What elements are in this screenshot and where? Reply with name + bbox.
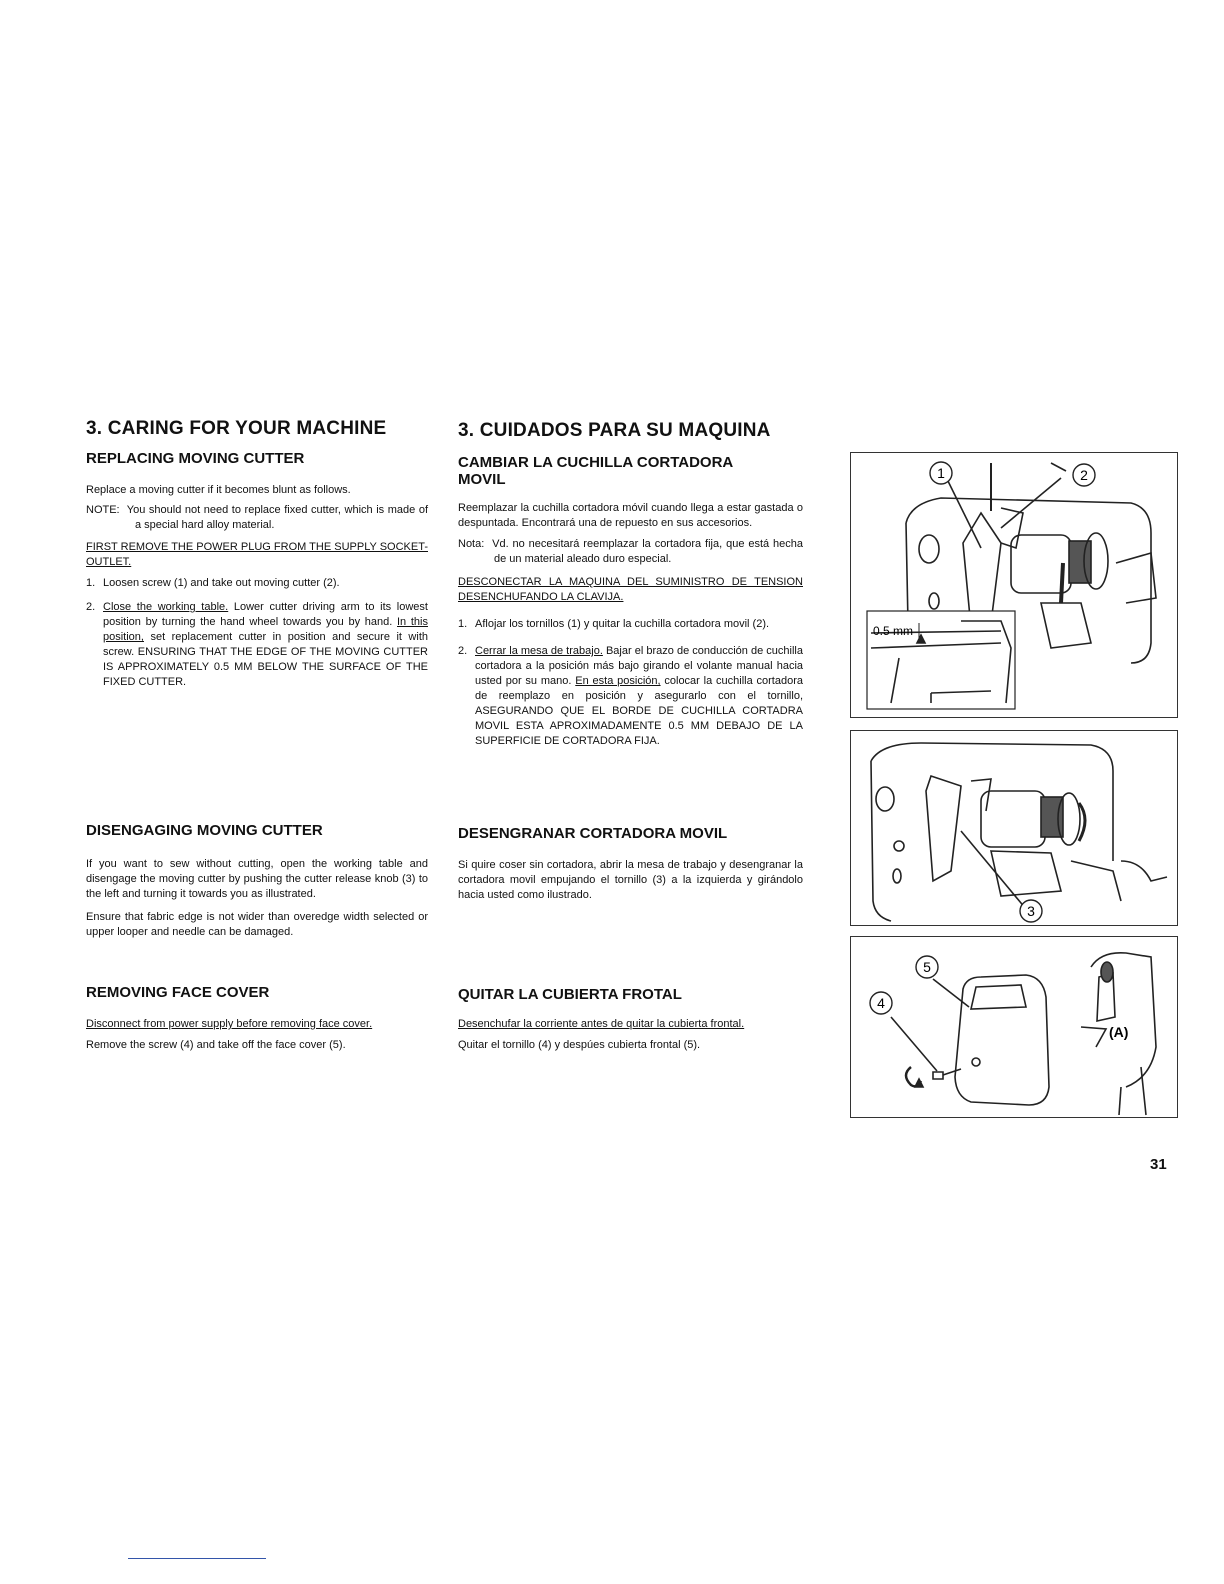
step2-a-en: Lower cutter driving arm to its lowest position by turning the hand wheel towards you by hand. <box>103 601 428 628</box>
disengaging-heading-es: DESENGRANAR CORTADORA MOVIL <box>458 825 728 842</box>
step1-num-es: 1. <box>458 618 468 630</box>
disengaging-p1-en: If you want to sew without cutting, open the working table and disengage the moving cutter by pushing the cutter release knob (3) to the left and turning it towards you as illustrated. <box>86 858 428 900</box>
removing-warning-en: Disconnect from power supply before removing face cover. <box>86 1018 373 1030</box>
removing-warning-es: Desenchufar la corriente antes de quitar la cubierta frontal. <box>458 1018 745 1030</box>
callout-1-label: 1 <box>937 465 945 481</box>
callout-3-label: 3 <box>1027 903 1035 919</box>
figure-disengaging-cutter <box>850 730 1178 926</box>
warning-es: DESCONECTAR LA MAQUINA DEL SUMINISTRO DE TENSION DESENCHUFANDO LA CLAVIJA. <box>458 576 803 603</box>
page-number: 31 <box>1150 1156 1167 1173</box>
step2-b-en: set replacement cutter in position and secure it with screw. ENSURING THAT THE EDGE OF THE MOVING CUTTER IS APPROXIMATELY 0.5 MM BELOW THE SURFACE OF THE FIXED CUTTER. <box>103 631 428 688</box>
measure-label: 0.5 mm <box>873 624 914 638</box>
removing-heading-es: QUITAR LA CUBIERTA FROTAL <box>458 986 682 1003</box>
replacing-section-en <box>86 450 428 690</box>
bottom-divider <box>128 1558 266 1559</box>
callout-4-label: 4 <box>877 995 885 1011</box>
warning-en: FIRST REMOVE THE POWER PLUG FROM THE SUPPLY SOCKET-OUTLET. <box>86 541 428 568</box>
replacing-intro-en: Replace a moving cutter if it becomes blunt as follows. <box>86 484 351 496</box>
nota-label-es: Nota: <box>458 538 485 550</box>
spanish-title: 3. CUIDADOS PARA SU MAQUINA <box>458 420 771 441</box>
replacing-section-es <box>458 454 803 749</box>
removing-section-es <box>458 986 803 1053</box>
removing-section-en <box>86 984 428 1053</box>
disengaging-p2-en: Ensure that fabric edge is not wider than overedge width selected or upper looper and needle can be damaged. <box>86 911 428 938</box>
disengaging-p1-es: Si quire coser sin cortadora, abrir la mesa de trabajo y desengranar la cortadora movil empujando el tornillo (3) a la izquierda y girándolo hacia usted como ilustrado. <box>458 859 803 901</box>
english-column <box>86 418 429 1051</box>
step1-text-es: Aflojar los tornillos (1) y quitar la cuchilla cortadora movil (2). <box>475 618 770 630</box>
replacing-heading-es: CAMBIAR LA CUCHILLA CORTADORA MOVIL <box>458 454 733 488</box>
label-a: (A) <box>1109 1024 1129 1040</box>
step2-underline2-en: In this position, <box>103 616 428 643</box>
disengage-illustration <box>851 731 1177 925</box>
step2-num-en: 2. <box>86 601 96 613</box>
note-label-en: NOTE: <box>86 504 120 516</box>
note-en <box>86 503 428 533</box>
step2-es <box>458 644 803 749</box>
replacing-intro-es: Reemplazar la cuchilla cortadora móvil cuando llega a estar gastada o despuntada. Encontrará una de repuesto en sus accesorios. <box>458 502 803 529</box>
english-title: 3. CARING FOR YOUR MACHINE <box>86 418 387 439</box>
replacing-heading-en: REPLACING MOVING CUTTER <box>86 450 305 467</box>
callout-5-label: 5 <box>923 959 931 975</box>
face-cover-illustration <box>851 937 1177 1117</box>
step2-b-es: colocar la cuchilla cortadora de reemplazo en posición y asegurarlo con el tornillo, ASEGURANDO QUE EL BORDE DE CUCHILLA CORTADRA MOVIL ESTA APROXIMADAMENTE 0.5 MM DEBAJO DE LA SUPERFICIE DE CORTADORA FIJA. <box>475 675 803 747</box>
step2-a-es: Bajar el brazo de conducción de cuchilla cortadora a la posición más bajo girando el volante manual hacia usted por su mano. <box>475 645 803 687</box>
callout-2-label: 2 <box>1080 467 1088 483</box>
step2-num-es: 2. <box>458 645 468 657</box>
disengaging-heading-en: DISENGAGING MOVING CUTTER <box>86 822 323 839</box>
note-text-en: You should not need to replace fixed cutter, which is made of a special hard alloy material. <box>126 504 429 531</box>
removing-heading-en: REMOVING FACE COVER <box>86 984 270 1001</box>
step1-num-en: 1. <box>86 577 96 589</box>
step1-es <box>458 617 803 632</box>
figure-face-cover <box>850 936 1178 1118</box>
removing-text-es: Quitar el tornillo (4) y despúes cubierta frontal (5). <box>458 1039 701 1051</box>
figure-replacing-cutter <box>850 452 1178 718</box>
step2-en <box>86 600 428 690</box>
step1-text-en: Loosen screw (1) and take out moving cutter (2). <box>103 577 340 589</box>
disengaging-section-en <box>86 822 428 940</box>
step1-en <box>86 576 428 591</box>
removing-text-en: Remove the screw (4) and take off the face cover (5). <box>86 1039 346 1051</box>
step2-underline-es: Cerrar la mesa de trabajo. <box>475 645 603 657</box>
nota-text-es: Vd. no necesitará reemplazar la cortadora fija, que está hecha de un material aleado duro especial. <box>492 538 803 565</box>
step2-underline-en: Close the working table. <box>103 601 229 613</box>
cutter-illustration <box>851 453 1177 717</box>
step2-underline2-es: En esta posición, <box>575 675 661 687</box>
spanish-column <box>458 418 803 1051</box>
disengaging-section-es <box>458 825 803 903</box>
nota-es <box>458 537 803 567</box>
